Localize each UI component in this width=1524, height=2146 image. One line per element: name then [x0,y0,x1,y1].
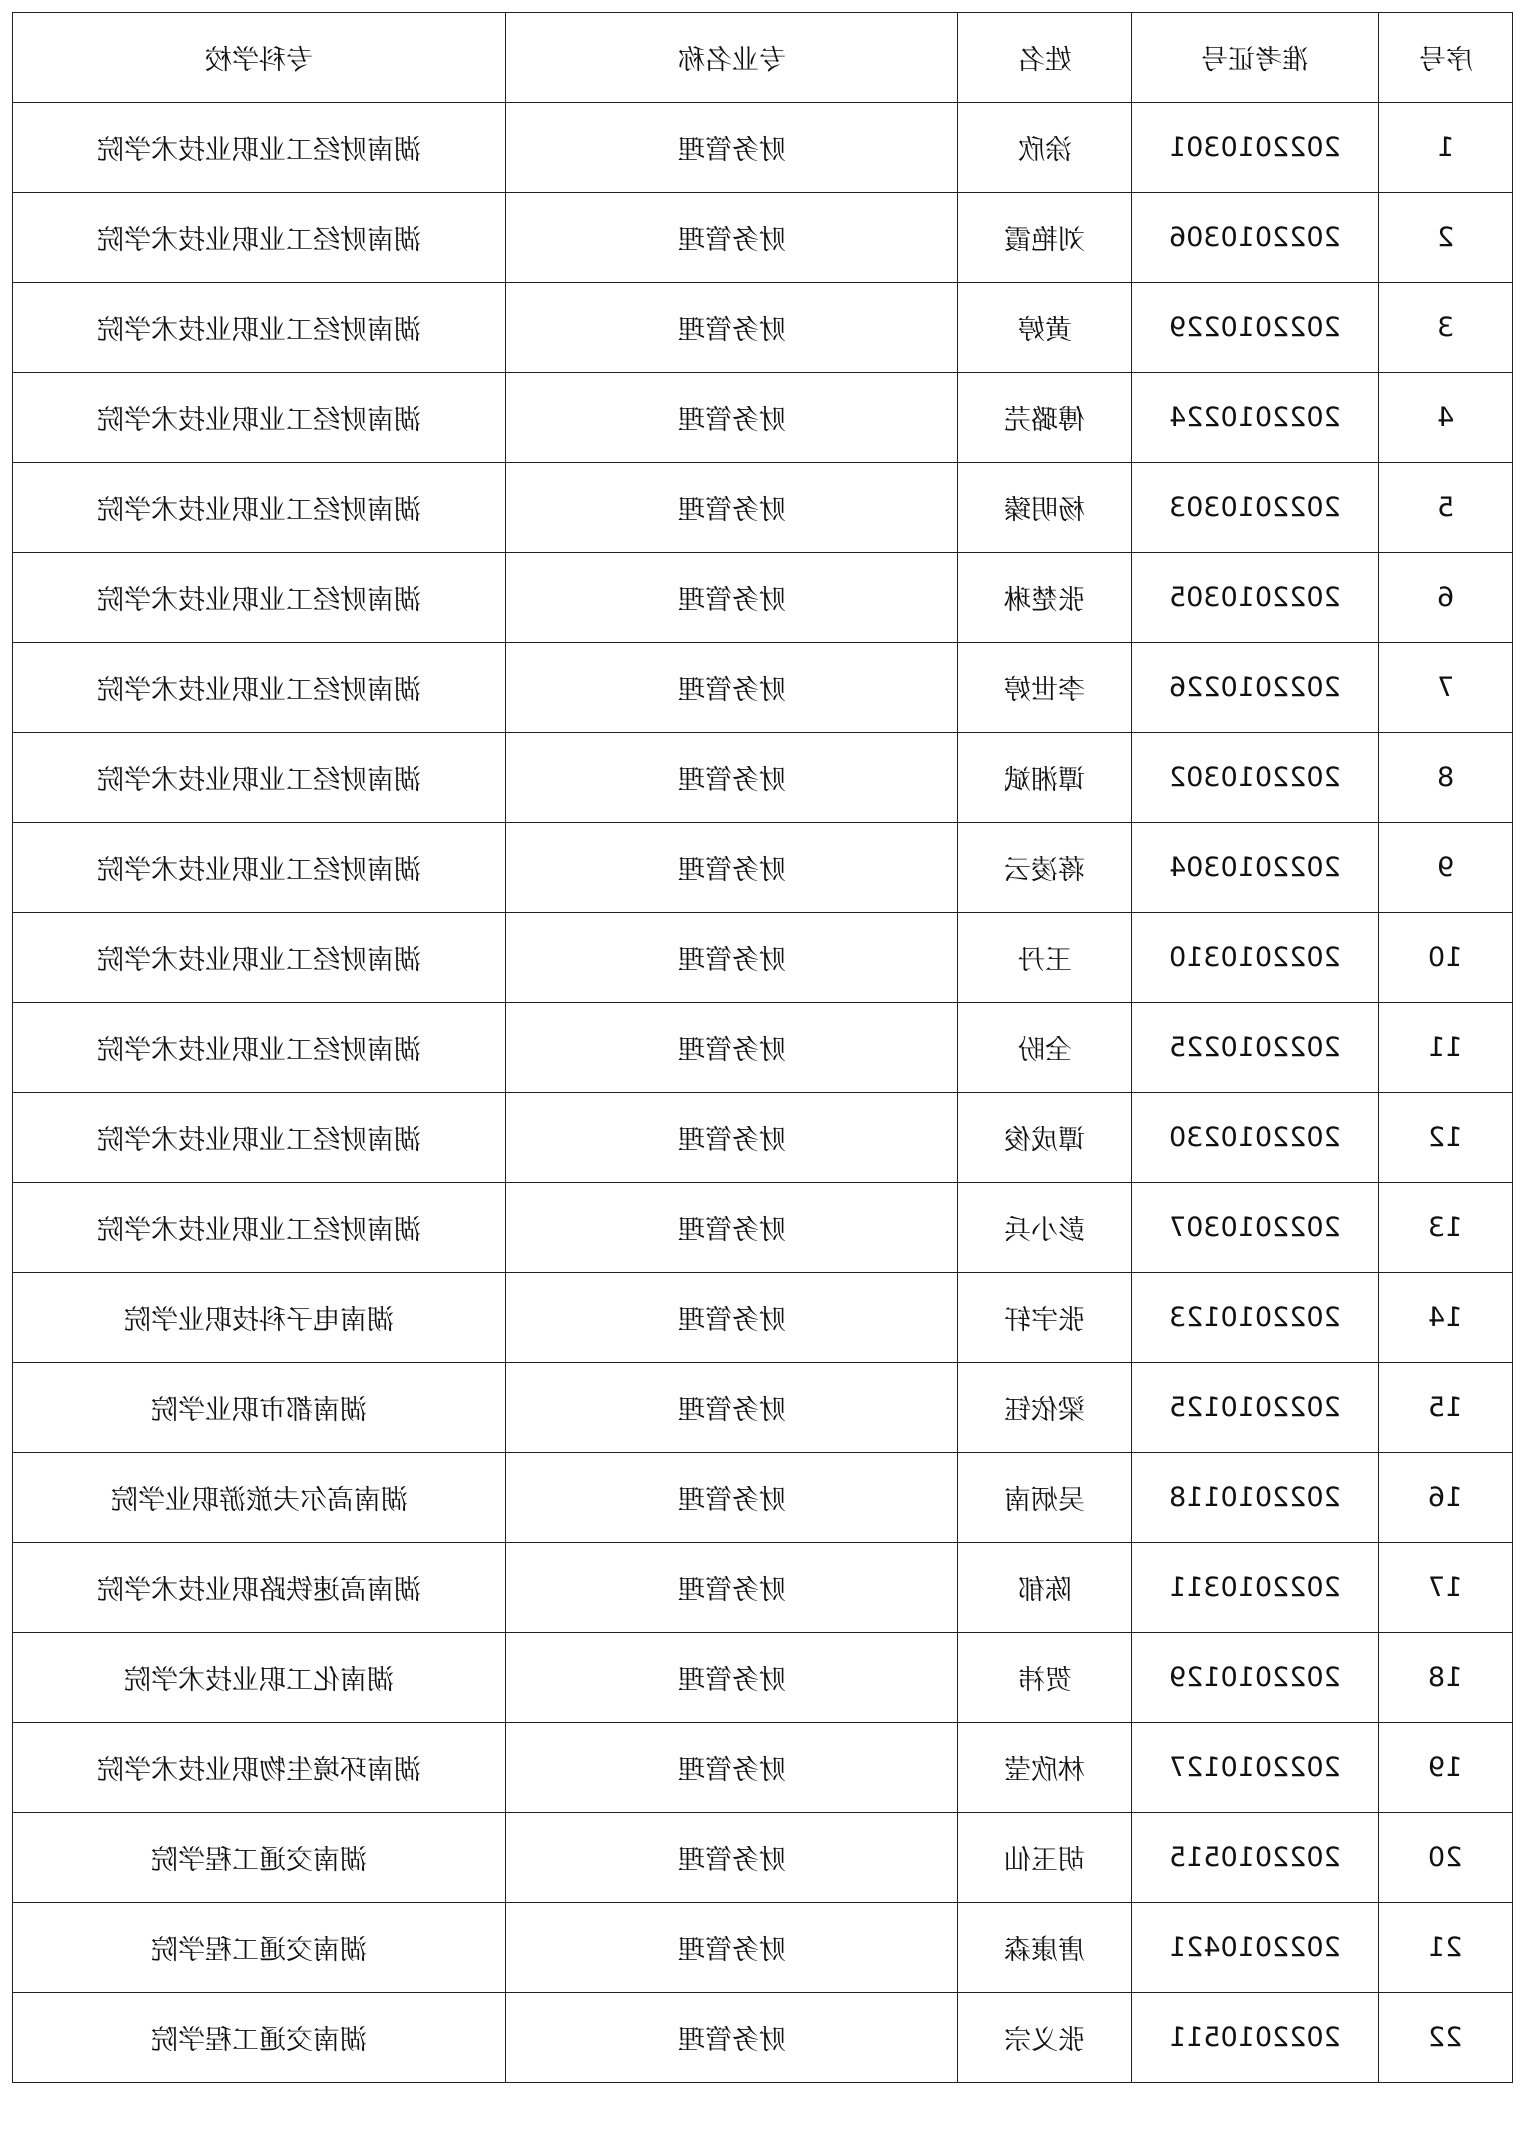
cell-seq-text: 4 [1436,402,1455,433]
cell-name-text: 彭小兵 [1004,1215,1085,1246]
cell-major [506,1363,958,1453]
cell-seq [1379,1813,1513,1903]
cell-seq [1379,1453,1513,1543]
cell-exam-id [1132,463,1379,553]
cell-school-text: 湖南财经工业职业技术学院 [97,765,421,796]
table-row [13,1543,1513,1633]
table-row [13,1813,1513,1903]
cell-school-text: 湖南交通工程学院 [151,1935,367,1966]
cell-exam-id-text: 2022010303 [1169,492,1341,523]
cell-exam-id-text: 2022010129 [1169,1662,1341,1693]
cell-major-text: 财务管理 [677,1215,786,1246]
cell-seq [1379,643,1513,733]
cell-major [506,1183,958,1273]
cell-name [958,913,1132,1003]
cell-major [506,1993,958,2083]
cell-seq [1379,103,1513,193]
cell-exam-id [1132,1993,1379,2083]
cell-major [506,103,958,193]
cell-major [506,1633,958,1723]
cell-school-text: 湖南财经工业职业技术学院 [97,1035,421,1066]
cell-seq-text: 17 [1428,1572,1463,1603]
cell-major [506,913,958,1003]
cell-exam-id-text: 2022010304 [1169,852,1341,883]
cell-exam-id [1132,1363,1379,1453]
cell-school-text: 湖南环境生物职业技术学院 [97,1755,421,1786]
cell-exam-id-text: 2022010229 [1169,312,1341,343]
cell-school [13,1453,506,1543]
cell-exam-id [1132,1003,1379,1093]
cell-exam-id-text: 2022010421 [1169,1932,1341,1963]
cell-school [13,1183,506,1273]
table-row [13,1633,1513,1723]
cell-seq-text: 14 [1428,1302,1463,1333]
cell-major-text: 财务管理 [677,675,786,706]
cell-school-text: 湖南财经工业职业技术学院 [97,855,421,886]
cell-seq [1379,823,1513,913]
cell-name-text: 王丹 [1017,945,1072,976]
cell-seq-text: 16 [1428,1482,1463,1513]
cell-major-text: 财务管理 [677,1845,786,1876]
cell-seq-text: 18 [1428,1662,1463,1693]
cell-school-text: 湖南财经工业职业技术学院 [97,945,421,976]
cell-seq [1379,1543,1513,1633]
cell-major [506,733,958,823]
cell-major-text: 财务管理 [677,1305,786,1336]
cell-seq [1379,1903,1513,1993]
cell-major-text: 财务管理 [677,1395,786,1426]
cell-exam-id [1132,643,1379,733]
cell-school [13,1723,506,1813]
cell-seq [1379,463,1513,553]
cell-exam-id-text: 2022010305 [1169,582,1341,613]
cell-major-text: 财务管理 [677,1755,786,1786]
cell-name-text: 涂欣 [1017,135,1072,166]
cell-seq [1379,1993,1513,2083]
table-row [13,823,1513,913]
cell-exam-id [1132,1273,1379,1363]
cell-seq [1379,1363,1513,1453]
cell-exam-id-text: 2022010515 [1169,1842,1341,1873]
cell-school-text: 湖南高尔夫旅游职业学院 [110,1485,408,1516]
cell-name [958,1993,1132,2083]
cell-exam-id [1132,1543,1379,1633]
cell-school-text: 湖南财经工业职业技术学院 [97,585,421,616]
cell-seq-text: 5 [1436,492,1455,523]
cell-major [506,1003,958,1093]
cell-school [13,1903,506,1993]
cell-name-text: 蒋凌云 [1004,855,1085,886]
cell-seq-text: 22 [1428,2022,1463,2053]
cell-seq [1379,1093,1513,1183]
table-row [13,1003,1513,1093]
header-school: 专科学校 [13,13,506,103]
cell-school [13,373,506,463]
cell-exam-id [1132,823,1379,913]
admission-roster-table [12,12,1513,2083]
table-row [13,373,1513,463]
cell-name-text: 贺祎 [1017,1665,1072,1696]
cell-name [958,733,1132,823]
cell-seq-text: 3 [1436,312,1455,343]
cell-school-text: 湖南财经工业职业技术学院 [97,495,421,526]
cell-major [506,643,958,733]
cell-major [506,1093,958,1183]
cell-school [13,1813,506,1903]
cell-seq [1379,1273,1513,1363]
cell-seq [1379,193,1513,283]
cell-name-text: 唐康森 [1004,1935,1085,1966]
cell-major-text: 财务管理 [677,1575,786,1606]
cell-major [506,193,958,283]
cell-name [958,1093,1132,1183]
cell-major-text: 财务管理 [677,1665,786,1696]
cell-name-text: 傅璐芫 [1004,405,1085,436]
cell-exam-id [1132,1183,1379,1273]
table-row [13,913,1513,1003]
cell-name-text: 张宇轩 [1004,1305,1085,1336]
cell-major-text: 财务管理 [677,1125,786,1156]
cell-seq-text: 15 [1428,1392,1463,1423]
cell-major-text: 财务管理 [677,585,786,616]
cell-name-text: 谭湘斌 [1004,765,1085,796]
cell-exam-id-text: 2022010224 [1169,402,1341,433]
cell-exam-id-text: 2022010310 [1169,942,1341,973]
cell-major-text: 财务管理 [677,945,786,976]
cell-exam-id [1132,1633,1379,1723]
cell-name [958,1543,1132,1633]
cell-major-text: 财务管理 [677,1035,786,1066]
cell-school-text: 湖南财经工业职业技术学院 [97,1215,421,1246]
cell-major [506,1543,958,1633]
header-major: 专业名称 [506,13,958,103]
cell-exam-id-text: 2022010311 [1169,1572,1341,1603]
cell-school-text: 湖南交通工程学院 [151,1845,367,1876]
cell-school [13,193,506,283]
table-body [13,103,1513,2083]
cell-school [13,913,506,1003]
table-row [13,193,1513,283]
cell-exam-id [1132,103,1379,193]
cell-name-text: 李世婷 [1004,675,1085,706]
cell-seq-text: 10 [1428,942,1463,973]
cell-name [958,463,1132,553]
header-name: 姓名 [958,13,1132,103]
cell-name-text: 张楚琳 [1004,585,1085,616]
cell-name [958,1183,1132,1273]
cell-seq [1379,553,1513,643]
cell-seq [1379,1633,1513,1723]
cell-seq-text: 12 [1428,1122,1463,1153]
cell-exam-id-text: 2022010225 [1169,1032,1341,1063]
cell-major [506,1453,958,1543]
cell-name [958,373,1132,463]
cell-school [13,1633,506,1723]
cell-school-text: 湖南都市职业学院 [151,1395,367,1426]
cell-exam-id-text: 2022010125 [1169,1392,1341,1423]
table-row [13,103,1513,193]
cell-major-text: 财务管理 [677,495,786,526]
cell-school-text: 湖南财经工业职业技术学院 [97,225,421,256]
cell-seq-text: 13 [1428,1212,1463,1243]
cell-major [506,1903,958,1993]
cell-name-text: 刘艳霞 [1004,225,1085,256]
cell-exam-id [1132,1453,1379,1543]
table-row [13,1183,1513,1273]
header-seq: 序号 [1379,13,1513,103]
cell-major-text: 财务管理 [677,1935,786,1966]
cell-exam-id-text: 2022010307 [1169,1212,1341,1243]
table-row [13,1363,1513,1453]
cell-school [13,1093,506,1183]
cell-school-text: 湖南财经工业职业技术学院 [97,675,421,706]
table-row [13,1093,1513,1183]
cell-exam-id-text: 2022010306 [1169,222,1341,253]
cell-exam-id [1132,1093,1379,1183]
cell-exam-id-text: 2022010118 [1169,1482,1341,1513]
cell-school [13,1003,506,1093]
cell-name [958,1003,1132,1093]
cell-school [13,823,506,913]
cell-name [958,643,1132,733]
cell-school [13,553,506,643]
cell-name-text: 林欣莹 [1004,1755,1085,1786]
table-row [13,1723,1513,1813]
cell-exam-id-text: 2022010302 [1169,762,1341,793]
cell-major-text: 财务管理 [677,225,786,256]
cell-name [958,1273,1132,1363]
cell-school [13,1363,506,1453]
cell-major-text: 财务管理 [677,405,786,436]
cell-major [506,1813,958,1903]
cell-name [958,1813,1132,1903]
cell-school [13,1993,506,2083]
cell-school-text: 湖南化工职业技术学院 [124,1665,394,1696]
cell-major [506,1723,958,1813]
cell-seq-text: 21 [1428,1932,1463,1963]
table-row [13,1453,1513,1543]
table-row [13,463,1513,553]
cell-school-text: 湖南财经工业职业技术学院 [97,135,421,166]
cell-major-text: 财务管理 [677,315,786,346]
cell-school-text: 湖南高速铁路职业技术学院 [97,1575,421,1606]
cell-name [958,1453,1132,1543]
cell-exam-id-text: 2022010127 [1169,1752,1341,1783]
cell-major-text: 财务管理 [677,135,786,166]
cell-school-text: 湖南财经工业职业技术学院 [97,405,421,436]
cell-major-text: 财务管理 [677,1485,786,1516]
cell-seq [1379,373,1513,463]
cell-school-text: 湖南财经工业职业技术学院 [97,315,421,346]
cell-seq [1379,1003,1513,1093]
cell-name [958,1723,1132,1813]
cell-seq-text: 2 [1436,222,1455,253]
cell-name [958,553,1132,643]
cell-name-text: 梁依钰 [1004,1395,1085,1426]
cell-seq-text: 7 [1436,672,1455,703]
cell-exam-id [1132,1813,1379,1903]
cell-name [958,1903,1132,1993]
cell-name [958,103,1132,193]
cell-name-text: 陈郁 [1017,1575,1072,1606]
cell-school [13,463,506,553]
cell-school [13,1273,506,1363]
cell-exam-id-text: 2022010511 [1169,2022,1341,2053]
cell-name-text: 杨明臻 [1004,495,1085,526]
table-header-row [13,13,1513,103]
cell-major-text: 财务管理 [677,2025,786,2056]
cell-exam-id [1132,193,1379,283]
cell-school [13,283,506,373]
cell-name [958,1633,1132,1723]
cell-exam-id [1132,373,1379,463]
cell-name [958,283,1132,373]
cell-seq [1379,283,1513,373]
table-row [13,643,1513,733]
cell-exam-id [1132,283,1379,373]
cell-exam-id-text: 2022010230 [1169,1122,1341,1153]
cell-name-text: 谭成俊 [1004,1125,1085,1156]
cell-exam-id [1132,1903,1379,1993]
cell-seq-text: 9 [1436,852,1455,883]
cell-major-text: 财务管理 [677,855,786,886]
cell-seq-text: 6 [1436,582,1455,613]
cell-name [958,1363,1132,1453]
cell-seq-text: 11 [1428,1032,1463,1063]
table-row [13,1993,1513,2083]
cell-seq-text: 1 [1436,132,1455,163]
cell-exam-id [1132,733,1379,823]
cell-exam-id [1132,1723,1379,1813]
cell-seq-text: 20 [1428,1842,1463,1873]
cell-school-text: 湖南财经工业职业技术学院 [97,1125,421,1156]
cell-school [13,643,506,733]
cell-school [13,1543,506,1633]
cell-major [506,463,958,553]
cell-exam-id-text: 2022010123 [1169,1302,1341,1333]
cell-seq [1379,1183,1513,1273]
cell-name-text: 张义宗 [1004,2025,1085,2056]
table-row [13,1273,1513,1363]
cell-name [958,823,1132,913]
cell-major [506,373,958,463]
cell-name-text: 吴炳南 [1004,1485,1085,1516]
cell-school [13,733,506,823]
cell-exam-id [1132,913,1379,1003]
cell-seq [1379,733,1513,823]
cell-name-text: 胡玉仙 [1004,1845,1085,1876]
cell-seq [1379,913,1513,1003]
cell-major [506,283,958,373]
cell-seq-text: 19 [1428,1752,1463,1783]
cell-major [506,1273,958,1363]
table-row [13,733,1513,823]
table-row [13,283,1513,373]
cell-name-text: 全盼 [1017,1035,1072,1066]
cell-exam-id-text: 2022010301 [1169,132,1341,163]
cell-major-text: 财务管理 [677,765,786,796]
cell-exam-id [1132,553,1379,643]
cell-name [958,193,1132,283]
cell-seq [1379,1723,1513,1813]
cell-major [506,823,958,913]
cell-major [506,553,958,643]
cell-school [13,103,506,193]
header-exam-id: 准考证号 [1132,13,1379,103]
cell-school-text: 湖南交通工程学院 [151,2025,367,2056]
cell-seq-text: 8 [1436,762,1455,793]
table-row [13,553,1513,643]
cell-exam-id-text: 2022010226 [1169,672,1341,703]
cell-name-text: 黄婷 [1017,315,1072,346]
cell-school-text: 湖南电子科技职业学院 [124,1305,394,1336]
table-row [13,1903,1513,1993]
